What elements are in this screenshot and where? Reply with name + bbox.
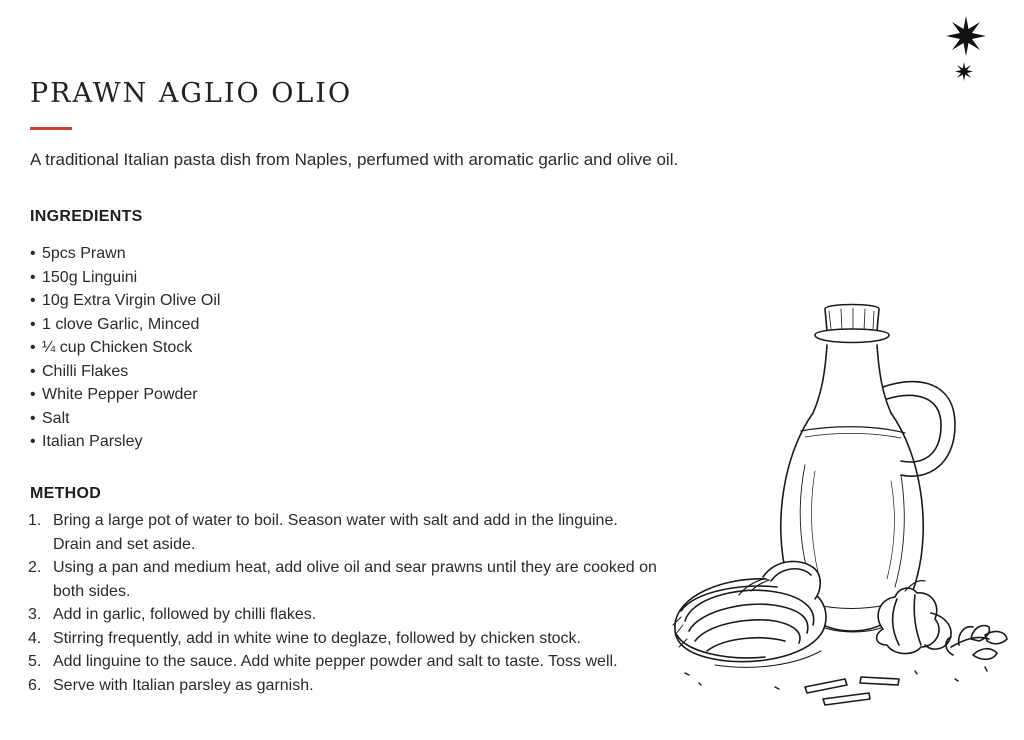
step-text: Serve with Italian parsley as garnish. [53, 676, 314, 694]
method-step [28, 556, 658, 603]
method-heading: METHOD [30, 485, 102, 502]
step-number: 3. [28, 606, 42, 623]
ingredient-text: 10g Extra Virgin Olive Oil [42, 292, 221, 309]
step-text: Stirring frequently, add in white wine to deglaze, followed by chicken stock. [53, 629, 581, 647]
step-text: Bring a large pot of water to boil. Season water with salt and add in the linguine. Drain and set aside. [53, 512, 618, 553]
step-text: Add linguine to the sauce. Add white pepper powder and salt to taste. Toss well. [53, 653, 618, 670]
parsley-illustration [946, 626, 1007, 660]
method-step [28, 650, 658, 674]
step-number: 4. [28, 629, 42, 647]
star-icons [944, 16, 988, 82]
step-text: Add in garlic, followed by chilli flakes. [53, 606, 317, 623]
list-item [30, 407, 220, 431]
bullet: • [30, 245, 36, 262]
list-item [30, 383, 220, 407]
bullet: • [30, 386, 36, 403]
ingredient-text: White Pepper Powder [42, 386, 198, 403]
ingredients-list [30, 242, 220, 454]
recipe-description: A traditional Italian pasta dish from Naples, perfumed with aromatic garlic and olive oil. [30, 150, 679, 169]
star-icon [946, 16, 986, 56]
list-item [30, 289, 220, 313]
pasta-nest-illustration [673, 561, 826, 667]
bullet: • [30, 339, 36, 356]
bullet: • [30, 268, 36, 286]
bullet: • [30, 292, 36, 309]
bullet: • [30, 409, 36, 427]
list-item [30, 360, 220, 384]
scattered-pasta-illustration [685, 667, 987, 705]
recipe-title: PRAWN AGLIO OLIO [30, 78, 353, 109]
method-step [28, 509, 658, 556]
star-icon [955, 62, 973, 81]
ingredient-text: 1 clove Garlic, Minced [42, 315, 200, 333]
ingredient-text: Salt [42, 409, 70, 427]
list-item [30, 266, 220, 290]
bullet: • [30, 315, 36, 333]
method-step [28, 627, 658, 651]
bullet: • [30, 433, 36, 450]
step-number: 5. [28, 653, 42, 670]
step-number: 2. [28, 559, 42, 576]
method-step [28, 603, 658, 627]
step-number: 1. [28, 512, 42, 529]
step-number: 6. [28, 676, 42, 694]
list-item [30, 313, 220, 337]
ingredient-text: Chilli Flakes [42, 362, 129, 380]
method-step [28, 674, 658, 698]
list-item [30, 430, 220, 454]
ingredient-text: 150g Linguini [42, 268, 138, 286]
bullet: • [30, 362, 36, 380]
ingredient-text: 5pcs Prawn [42, 245, 126, 262]
ingredient-text: Italian Parsley [42, 433, 143, 450]
title-accent-rule [30, 127, 72, 130]
ingredients-heading: INGREDIENTS [30, 208, 143, 225]
step-text: Using a pan and medium heat, add olive oil and sear prawns until they are cooked on both sides. [53, 559, 657, 600]
list-item [30, 242, 220, 266]
ingredient-text: ¼ cup Chicken Stock [42, 339, 193, 356]
olive-oil-bottle-pasta-garlic-illustration [655, 295, 1015, 720]
method-steps [28, 509, 658, 697]
list-item [30, 336, 220, 360]
garlic-illustration [877, 581, 951, 654]
